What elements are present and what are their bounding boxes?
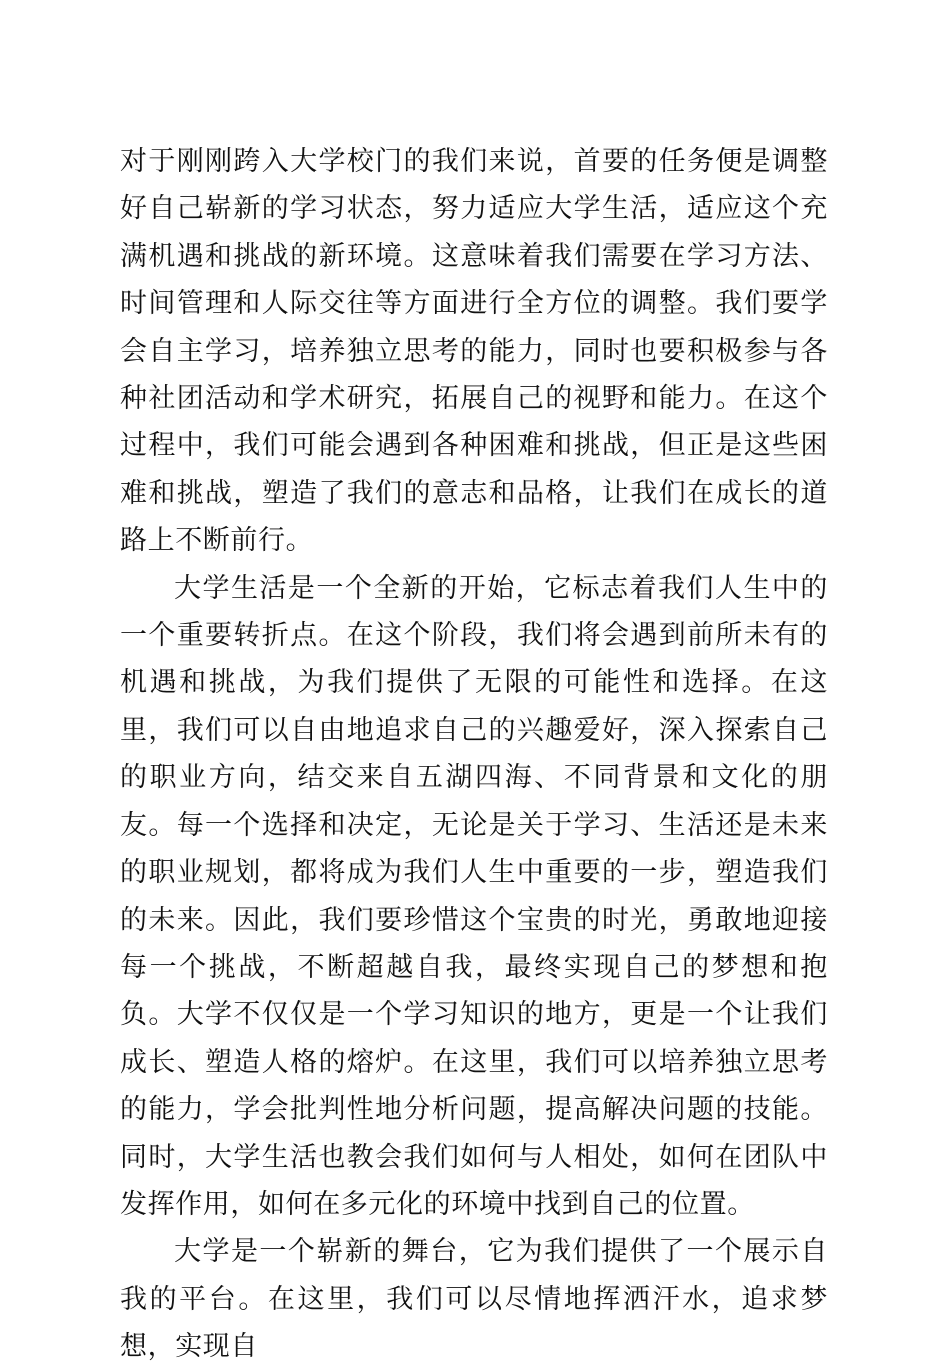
document-body [120,138,828,1371]
paragraph-2: 大学生活是一个全新的开始，它标志着我们人生中的一个重要转折点。在这个阶段，我们将会遇到前所未有的机遇和挑战，为我们提供了无限的可能性和选择。在这里，我们可以自由地追求自己的兴趣爱好，深入探索自己的职业方向，结交来自五湖四海、不同背景和文化的朋友。每一个选择和决定，无论是关于学习、生活还是未来的职业规划，都将成为我们人生中重要的一步，塑造我们的未来。因此，我们要珍惜这个宝贵的时光，勇敢地迎接每一个挑战，不断超越自我，最终实现自己的梦想和抱负。大学不仅仅是一个学习知识的地方，更是一个让我们成长、塑造人格的熔炉。在这里，我们可以培养独立思考的能力，学会批判性地分析问题，提高解决问题的技能。同时，大学生活也教会我们如何与人相处，如何在团队中发挥作用，如何在多元化的环境中找到自己的位置。 [120,572,828,1220]
paragraph-3: 大学是一个崭新的舞台，它为我们提供了一个展示自我的平台。在这里，我们可以尽情地挥洒汗水，追求梦想，实现自 [120,1236,828,1363]
paragraph-1: 对于刚刚跨入大学校门的我们来说，首要的任务便是调整好自己崭新的学习状态，努力适应大学生活，适应这个充满机遇和挑战的新环境。这意味着我们需要在学习方法、时间管理和人际交往等方面进行全方位的调整。我们要学会自主学习，培养独立思考的能力，同时也要积极参与各种社团活动和学术研究，拓展自己的视野和能力。在这个过程中，我们可能会遇到各种困难和挑战，但正是这些困难和挑战，塑造了我们的意志和品格，让我们在成长的道路上不断前行。 [120,146,828,557]
